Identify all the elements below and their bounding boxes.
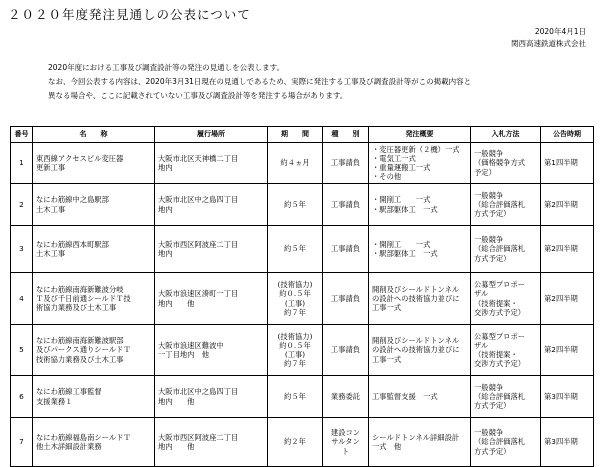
header-period: 期 間 [268, 127, 323, 143]
cell-timing: 第2四半期 [541, 226, 594, 273]
page-title: ２０２０年度発注見通しの公表について [8, 7, 251, 22]
cell-method [471, 184, 541, 226]
cell-method-line: 方式予定） [474, 401, 511, 411]
cell-place-line: 地内 [158, 249, 173, 258]
cell-method-line: 公募型プロポー [474, 280, 526, 290]
cell-name-line: なにわ筋線中之島駅部 [36, 195, 109, 205]
cell-period-line: 約０.５年 [279, 340, 311, 350]
cell-type [323, 418, 369, 467]
procurement-table [10, 126, 594, 467]
cell-name [33, 143, 155, 184]
cell-summary [369, 273, 471, 325]
cell-method-line: （総合評価落札 [474, 244, 526, 254]
cell-summary [369, 143, 471, 184]
cell-type-line: 工事請負 [330, 345, 361, 355]
cell-method-line: （総合評価落札 [474, 437, 526, 447]
cell-summary-line: 開削及びシールドトンネル [372, 336, 460, 346]
cell-timing: 第3四半期 [541, 418, 594, 467]
cell-method-line: （価格競争方式 [474, 158, 526, 168]
cell-summary [369, 226, 471, 273]
cell-period-line: 約４ヵ月 [280, 158, 310, 168]
cell-place-line: 大阪市浪速区難波中 [158, 340, 224, 350]
cell-period-line: 約７年 [284, 359, 306, 369]
cell-type-line: 工事請負 [330, 158, 361, 168]
cell-method-line: 交渉方式予定） [474, 359, 526, 369]
cell-place-line: 大阪市北区中之島四丁目 [158, 195, 239, 205]
cell-type-line: 業務委託 [330, 391, 361, 401]
cell-summary [369, 418, 471, 467]
cell-summary-line: 工事一式 [372, 354, 402, 364]
cell-number: 2 [11, 184, 33, 226]
cell-place [155, 226, 268, 273]
cell-summary [369, 376, 471, 418]
cell-place [155, 325, 268, 376]
cell-summary [369, 325, 471, 376]
cell-method [471, 418, 541, 467]
cell-name-line: 他土木詳細設計業務 [36, 442, 102, 451]
cell-method-line: 一般競争 [474, 149, 504, 159]
cell-place-line: 大阪市西区阿波座二丁目 [158, 239, 239, 249]
intro-line-2: なお、今回公表する内容は、2020年3月31日現在の見通しであるため、実際に発注する工事及び調査設計等がこの掲載内容と [48, 77, 472, 86]
cell-period-line: 約０.５年 [279, 289, 311, 299]
cell-summary-line: ・開削工 一式 [372, 195, 431, 205]
cell-method-line: ザル [474, 340, 489, 350]
cell-number: 6 [11, 376, 33, 418]
cell-summary-line: の設計への技術協力並びに [372, 345, 460, 355]
cell-method-line: （技術提案・ [474, 298, 518, 308]
cell-name-line: なにわ筋線福島南シールドＴ [36, 432, 131, 442]
cell-number: 1 [11, 143, 33, 184]
cell-method-line: 方式予定） [474, 446, 511, 456]
cell-summary-line: ・駅部躯体工 一式 [372, 204, 438, 214]
cell-summary-line: 一式 他 [372, 442, 402, 451]
cell-type [323, 325, 369, 376]
header-place: 履行場所 [155, 127, 268, 143]
cell-summary-line: ・駅部躯体工 一式 [372, 249, 438, 258]
table-row [11, 418, 594, 467]
cell-period-line: 約５年 [284, 199, 306, 209]
cell-name-line: 土木工事 [36, 204, 66, 214]
cell-name [33, 376, 155, 418]
cell-place-line: 大阪市浪速区湊町一丁目 [158, 289, 239, 299]
cell-summary-line: 工事一式 [372, 303, 402, 313]
cell-method-line: 一般競争 [474, 428, 504, 438]
cell-method [471, 376, 541, 418]
cell-method [471, 325, 541, 376]
cell-summary-line: ・その他 [372, 172, 402, 182]
cell-summary [369, 184, 471, 226]
cell-number: 4 [11, 273, 33, 325]
cell-name-line: Ｔ及び千日前通シールドＴ技 [36, 293, 131, 303]
cell-method-line: ザル [474, 289, 489, 299]
cell-type-line: 建設コン [330, 428, 361, 438]
cell-place-line: 地内 他 [158, 298, 195, 308]
cell-name-line: なにわ筋線南海新難波分岐 [36, 284, 124, 294]
cell-type [323, 143, 369, 184]
cell-summary-line: 開削及びシールドトンネル [372, 284, 460, 294]
cell-place [155, 273, 268, 325]
cell-number: 3 [11, 226, 33, 273]
cell-place-line: 地内 [158, 163, 173, 172]
header-method: 入札方法 [471, 127, 541, 143]
cell-period [268, 184, 323, 226]
cell-place-line: 大阪市北区中之島四丁目 [158, 387, 239, 397]
cell-summary-line: ・変圧器更新（２機）一式 [372, 144, 460, 154]
cell-period-line: 約７年 [284, 307, 306, 317]
cell-timing: 第2四半期 [541, 184, 594, 226]
cell-name-line: 東西線アクセスビル変圧器 [36, 153, 124, 163]
cell-type [323, 273, 369, 325]
table-row [11, 143, 594, 184]
organization-name: 関西高速鉄道株式会社 [511, 39, 586, 48]
cell-method-line: 交渉方式予定） [474, 307, 526, 317]
cell-method-line: 方式予定） [474, 253, 511, 263]
cell-place-line: 大阪市北区天神橋二丁目 [158, 153, 239, 163]
table-header-row [11, 127, 594, 143]
cell-name [33, 184, 155, 226]
cell-method-line: （技術提案・ [474, 350, 518, 359]
cell-place-line: 地内 他 [158, 396, 195, 406]
cell-place [155, 184, 268, 226]
header-number: 番号 [11, 127, 33, 143]
cell-name-line: なにわ筋線工事監督 [36, 387, 102, 397]
cell-name-line: 術協力業務及び土木工事 [36, 303, 117, 313]
cell-timing: 第2四半期 [541, 273, 594, 325]
cell-period [268, 273, 323, 325]
cell-period [268, 376, 323, 418]
header-type: 種 別 [323, 127, 369, 143]
table-row [11, 376, 594, 418]
cell-type [323, 226, 369, 273]
table-row [11, 226, 594, 273]
table-row [11, 273, 594, 325]
cell-number: 5 [11, 325, 33, 376]
cell-name-line: なにわ筋線西本町駅部 [36, 239, 109, 249]
cell-method-line: 一般競争 [474, 190, 504, 200]
cell-method-line: 公募型プロポー [474, 331, 526, 341]
cell-name-line: 及びパークス通りシールドＴ [36, 345, 131, 355]
cell-method-line: 一般競争 [474, 235, 504, 245]
cell-name-line: なにわ筋線南海新難波駅部 [36, 336, 124, 346]
cell-name-line: 土木工事 [36, 249, 66, 258]
cell-period [268, 226, 323, 273]
cell-period-line: (技術協力) [277, 331, 313, 341]
cell-summary-line: 工事監督支援 一式 [372, 391, 438, 401]
header-timing: 公告時期 [541, 127, 594, 143]
cell-place [155, 143, 268, 184]
cell-type-line: 工事請負 [330, 244, 361, 254]
cell-name [33, 418, 155, 467]
intro-line-3: 異なる場合や、ここに記載されていない工事及び調査設計等を発注する場合があります。 [48, 91, 348, 100]
cell-place-line: 地内 他 [158, 442, 195, 451]
cell-place-line: 一丁目地内 他 [158, 350, 210, 359]
cell-type-line: サルタン [331, 437, 360, 447]
cell-summary-line: ・開削工 一式 [372, 239, 431, 249]
cell-period [268, 325, 323, 376]
cell-timing: 第3四半期 [541, 376, 594, 418]
cell-method-line: 一般競争 [474, 382, 504, 392]
cell-place [155, 376, 268, 418]
cell-place [155, 418, 268, 467]
cell-place-line: 地内 [158, 204, 173, 214]
cell-method-line: （総合評価落札 [474, 391, 526, 401]
cell-name [33, 273, 155, 325]
cell-period-line: (工事) [284, 298, 306, 308]
cell-summary-line: シールドトンネル詳細設計 [372, 432, 460, 442]
cell-name [33, 226, 155, 273]
cell-method-line: 予定） [474, 167, 496, 177]
cell-type [323, 184, 369, 226]
cell-name-line: 更新工事 [36, 163, 66, 172]
cell-method [471, 226, 541, 273]
cell-name-line: 技術協力業務及び土木工事 [36, 354, 124, 364]
cell-name [33, 325, 155, 376]
cell-period [268, 418, 323, 467]
cell-summary-line: の設計への技術協力並びに [372, 293, 460, 303]
cell-timing: 第2四半期 [541, 325, 594, 376]
cell-number: 7 [11, 418, 33, 467]
cell-method [471, 143, 541, 184]
publish-date: 2020年4月1日 [534, 27, 586, 36]
cell-name-line: 支援業務１ [36, 396, 73, 406]
cell-type-line: 工事請負 [330, 199, 361, 209]
header-name: 名 称 [33, 127, 155, 143]
cell-method-line: 方式予定） [474, 209, 511, 219]
cell-period-line: (工事) [284, 350, 306, 359]
cell-method [471, 273, 541, 325]
cell-summary-line: ・重量運搬工一式 [372, 163, 431, 172]
cell-method-line: （総合評価落札 [474, 199, 526, 209]
intro-line-1: 2020年度における工事及び調査設計等の発注の見通しを公表します。 [48, 63, 284, 72]
cell-type-line: ト [341, 446, 350, 456]
header-summary: 発注概要 [369, 127, 471, 143]
cell-place-line: 大阪市西区阿波座二丁目 [158, 432, 239, 442]
cell-summary-line: ・電気工一式 [372, 153, 416, 163]
cell-timing: 第1四半期 [541, 143, 594, 184]
cell-period-line: (技術協力) [277, 280, 313, 290]
cell-type-line: 工事請負 [330, 293, 361, 303]
cell-type [323, 376, 369, 418]
cell-period [268, 143, 323, 184]
cell-period-line: 約５年 [284, 244, 306, 254]
table-row [11, 184, 594, 226]
table-row [11, 325, 594, 376]
cell-period-line: 約５年 [284, 391, 306, 401]
cell-period-line: 約２年 [284, 437, 306, 447]
